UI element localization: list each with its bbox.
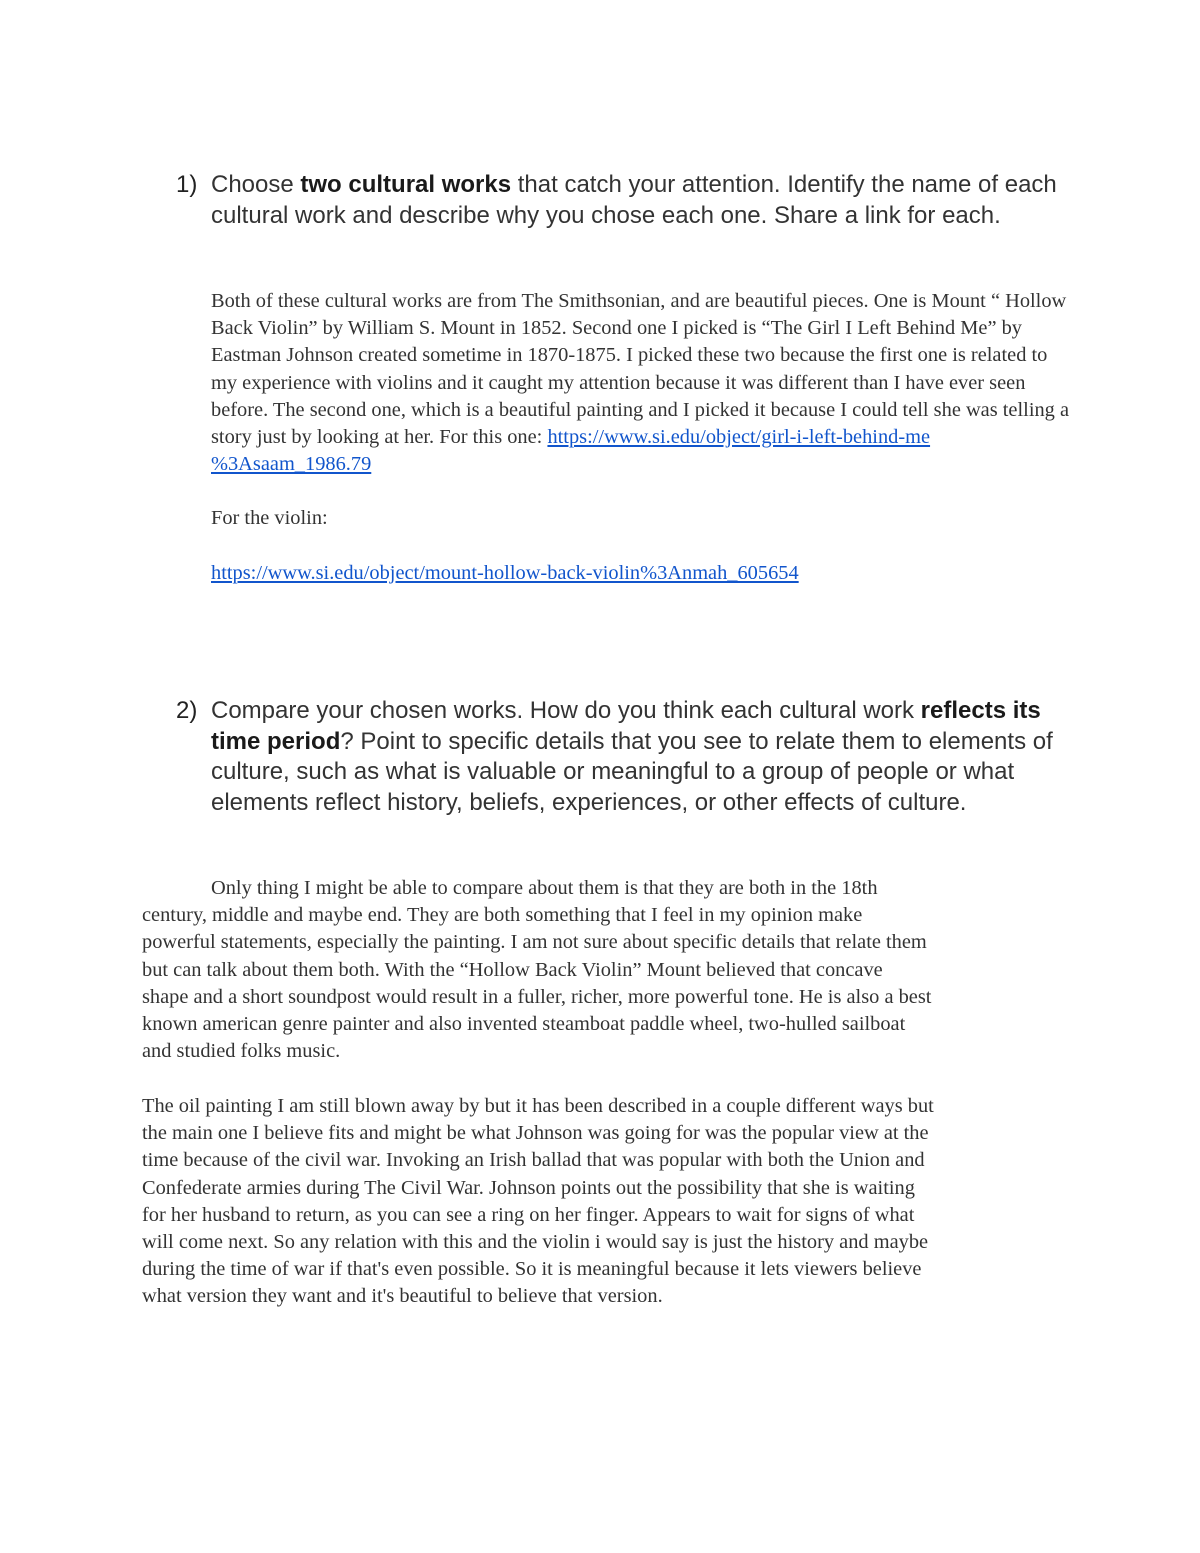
answer-1-text: Both of these cultural works are from The Smithsonian, and are beautiful pieces. One is Mount “ Hollow Back Violin” by William S. Mount in 1852. Second one I picked is “The Girl I Left Behind Me” by Eastman Johnson created sometime in 1870-1875. I picked these two because the first one is related to my experience with violins and it caught my attention because it was different than I have ever seen before. The second one, which is a beautiful painting and I picked it because I could tell she was telling a story just by looking at her. For this one:	[211, 290, 1070, 449]
answer-2-line: shape and a short soundpost would result in a fuller, richer, more powerful tone. He is also a best	[142, 985, 932, 1008]
answer-2-line: century, middle and maybe end. They are both something that I feel in my opinion make	[142, 904, 863, 927]
answer-2-line: known american genre painter and also invented steamboat paddle wheel, two-hulled sailboat	[142, 1013, 906, 1036]
question-2-text	[211, 696, 1071, 818]
question-1-text-part: Choose	[211, 171, 301, 198]
answer-2-line: Only thing I might be able to compare about them is that they are both in the 18th	[211, 877, 878, 899]
question-2-text-part: ? Point to specific details that you see to relate them to elements of culture, such as what is valuable or meaningful to a group of people or what elements reflect history, beliefs, experiences, or other effects of culture.	[211, 727, 1053, 816]
answer-1-body	[211, 288, 1071, 478]
answer-1	[211, 288, 1071, 587]
answer-2-line: Confederate armies during The Civil War. Johnson points out the possibility that she is waiting	[142, 1176, 915, 1199]
answer-2-line: and studied folks music.	[142, 1040, 341, 1063]
question-2-bold: reflects its time period	[211, 697, 1041, 755]
answer-2-line: the main one I believe fits and might be what Johnson was going for was the popular view at the	[142, 1122, 929, 1145]
answer-2-line: will come next. So any relation with this and the violin i would say is just the history and maybe	[142, 1231, 929, 1254]
question-2-text-part: Compare your chosen works. How do you think each cultural work	[211, 697, 921, 724]
answer-2-line: but can talk about them both. With the “Hollow Back Violin” Mount believed that concave	[142, 958, 883, 981]
question-2-number: 2)	[176, 697, 198, 724]
question-1-number: 1)	[176, 171, 198, 198]
question-1-text	[211, 170, 1071, 231]
question-1-bold: two cultural works	[300, 171, 512, 198]
answer-2-paragraph-1	[142, 875, 1102, 1065]
answer-2-line: for her husband to return, as you can see a ring on her finger. Appears to wait for signs of what	[142, 1203, 915, 1226]
link-girl-painting-line1: https://www.si.edu/object/girl-i-left-behind-me	[547, 426, 931, 449]
link-girl-painting-line2: %3Asaam_1986.79	[211, 453, 372, 476]
answer-2-paragraph-2	[142, 1093, 1102, 1311]
answer-2-line: The oil painting I am still blown away by but it has been described in a couple different ways but	[142, 1095, 934, 1117]
answer-2-line: time because of the civil war. Invoking an Irish ballad that was popular with both the Union and	[142, 1149, 925, 1172]
answer-2-line: powerful statements, especially the painting. I am not sure about specific details that relate them	[142, 931, 927, 954]
answer-2-line: what version they want and it's beautiful to believe that version.	[142, 1285, 663, 1308]
link-violin[interactable]: https://www.si.edu/object/mount-hollow-back-violin%3Anmah_605654	[211, 561, 799, 584]
question-1-text-part: that catch your attention. Identify the name of each cultural work and describe why you chose each one. Share a link for each.	[211, 171, 1057, 229]
answer-2-line: during the time of war if that's even possible. So it is meaningful because it lets viewers believe	[142, 1258, 922, 1281]
violin-label: For the violin:	[211, 507, 328, 530]
